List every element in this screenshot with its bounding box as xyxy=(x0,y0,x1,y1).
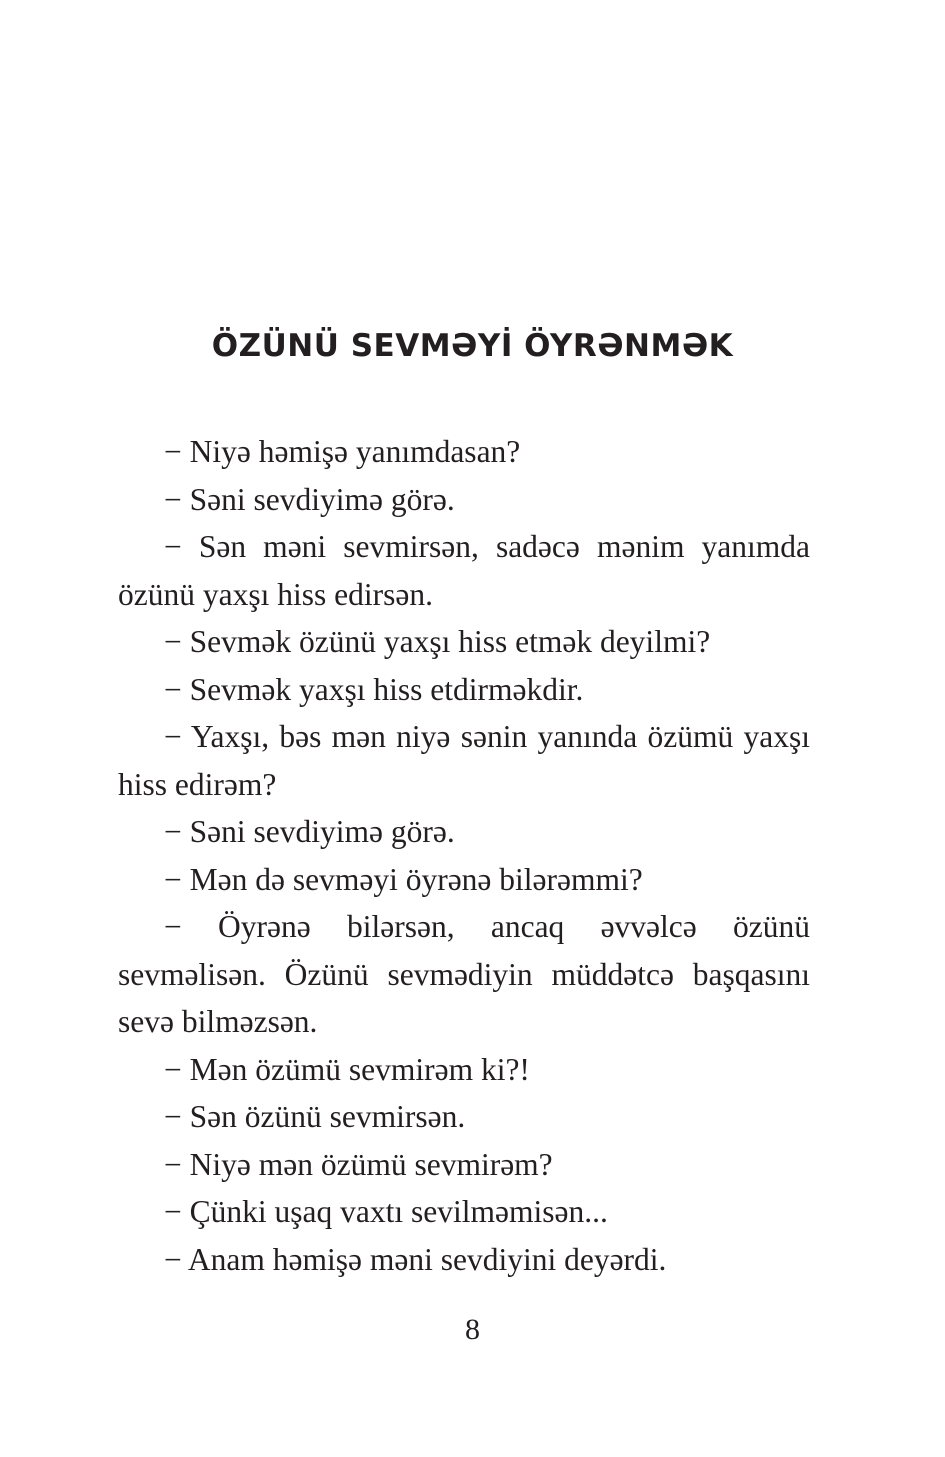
dialogue-line: − Mən özümü sevmirəm ki?! xyxy=(164,1051,530,1087)
dialogue-line: − Çünki uşaq vaxtı sevilməmisən... xyxy=(164,1194,608,1229)
page-number: 8 xyxy=(465,1313,480,1346)
chapter-title: ÖZÜNÜ SEVMƏYİ ÖYRƏNMƏK xyxy=(211,328,734,364)
dialogue-line: − Öyrənə bilərsən, ancaq əvvəlcə özünü sevməlisən. Özünü sevmədiyin müddətcə başqasını sevə bilməzsən. xyxy=(118,909,810,1039)
dialogue-line: − Səni sevdiyimə görə. xyxy=(164,814,455,849)
dialogue-line: − Sən özünü sevmirsən. xyxy=(164,1099,466,1134)
dialogue-line: − Anam həmişə məni sevdiyini deyərdi. xyxy=(164,1241,667,1277)
dialogue-line: − Sevmək yaxşı hiss etdirməkdir. xyxy=(164,671,584,707)
dialogue-line: − Niyə həmişə yanımdasan? xyxy=(164,434,521,469)
dialogue-line: − Səni sevdiyimə görə. xyxy=(164,481,455,517)
dialogue-line: − Sən məni sevmirsən, sadəcə mənim yanımda özünü yaxşı hiss edirsən. xyxy=(118,529,810,612)
dialogue-line: − Niyə mən özümü sevmirəm? xyxy=(164,1146,553,1182)
dialogue-line: − Sevmək özünü yaxşı hiss etmək deyilmi? xyxy=(164,624,711,659)
dialogue-body xyxy=(118,428,810,1283)
dialogue-line: − Mən də sevməyi öyrənə bilərəmmi? xyxy=(164,861,643,897)
dialogue-line: − Yaxşı, bəs mən niyə sənin yanında özümü yaxşı hiss edirəm? xyxy=(118,719,810,802)
